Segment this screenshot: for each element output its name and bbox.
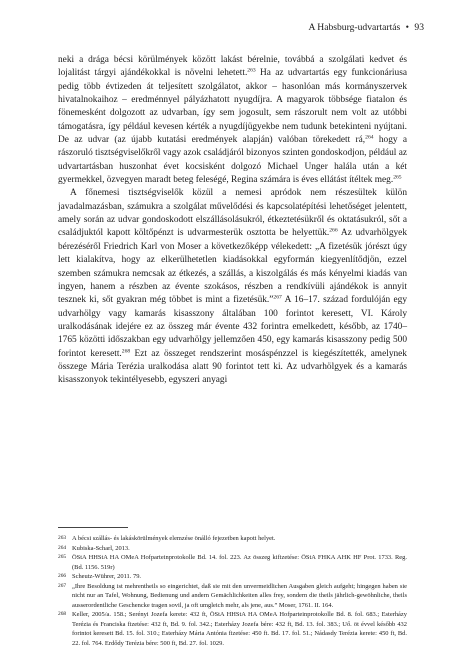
paragraph [58, 187, 407, 387]
footnote-text: Keller, 2005/a. 158.; Serényi Jozefa kerete: 432 ft, ÖStA HHStA HA OMeA Hofparteinprotokolle Bd. 8. fol. 683.; Esterházy Terézia és Franciska fizetése: 432 ft, Bd. 9. fol. 342.; Esterházy Jozefa bére: 432 ft, Bd. 13. fol. 383.; Uő. öt évvel később 432 forintot keresett Bd. 15. fol. 310.; Esterházy Mária Antónia fizetése: 450 ft. Bd. 17. fol. 51.; Nádasdy Terézia kerete: 450 ft, Bd. 22. fol. 764. Erdődy Terézia bére: 500 ft, Bd. 27. fol. 1029. [72, 611, 407, 648]
text-segment: A főnemesi tisztségviselők közül a nemesi apródok nem részesültek külön javadalmazásban, számukra a szolgálat művelődési és kapcsolatépítési lehetőséget jelentett, amely során az udvar gondoskodott elszállásolásukról, étkeztetésükről és oktatásukról, sőt a családjuktól kapott költőpénzt is udvarmesterük osztotta be helyettük. [58, 188, 407, 239]
footnote-text: Scheutz-Wührer, 2011. 79. [72, 573, 142, 581]
text-segment: neki a drága bécsi körülmények között lakást bérelnie, továbbá a szolgálati kedvet és lojalitást tárgyi ajándékokkal is növelni lehetett. [58, 55, 407, 79]
footnote [58, 572, 407, 582]
footnote [58, 544, 407, 554]
text-segment: Ha az udvartartás egy funkcionáriusa pedig több évtizeden át teljesített szolgálatot, akkor – hasonlóan más kormányszervek hivatalnokaihoz – eredménnyel pályázhatott nyugdíjra. A magyarok többsége fiatalon és fönemesként dolgozott az udvarban, így sem jogosult, sem rászorult nem volt az utóbbi támogatásra, így például kevesen kérték a nyugdíjügyekbe nem tudunk betekinteni nyújtani. De az udvar (az újabb kutatási eredmények alapján) valóban törekedett rá, [58, 68, 407, 146]
header-separator: • [405, 22, 409, 33]
footnote-text: ÖStA HHStA HA OMeA Hofparteinprotokolle Bd. 14. fol. 223. Az összeg kifizetése: ÖStA FHKA AHK HF Prot. 1733. Reg. (Bd. 1156. 519r) [72, 554, 407, 571]
footnote-reference: 268 [121, 348, 131, 355]
footnote-text: „Ihre Besoldung ist mehrentheils so eingerichtet, daß sie mit den unvermeidlichen Ausgaben gleich aufgeht; hingegen haben sie nicht nur an Tafel, Wohnung, Bedienung und andern Gemächlichkeiten alles frey, sondern die theils jährlich-gewöhnliche, theils ausserordentliche Geschencke tragen sovil, ja oft umgleich mehr, als jene, aus.” Moser, 1761. II. 164. [72, 582, 407, 609]
paragraph [58, 54, 407, 187]
footnote-text: A bécsi szállás- és lakáskörülmények elemzése önálló fejezetben kapott helyet. [72, 535, 276, 542]
footnotes [58, 534, 407, 649]
footnote-reference: 263 [247, 67, 256, 74]
footnote [58, 610, 407, 648]
text-segment: hogy a rászoruló tisztségviselőkről vagy azok családjáról bizonyos szinten gondoskodjon, például az udvartartásban huszonhat évet kocsisként dolgozó Michael Unger halála után a két gyermekkel, özvegyen maradt beteg feleségé, Regina számára is éves ellátást ítéltek meg. [58, 135, 407, 186]
footnote-text: Kubiska-Scharl, 2013. [72, 544, 130, 552]
running-head [308, 22, 424, 33]
footnote-number: 266 [58, 573, 67, 580]
footnote-number: 265 [58, 554, 67, 561]
footnote-reference: 267 [273, 294, 282, 301]
text-segment: A 16–17. század fordulóján egy udvarhölgy vagy kamarás kisasszony általában 100 forintot keresett, VI. Károly uralkodásának idejére ez az összeg már évente 432 forintra emelkedett, később, az 1740–1765 közötti időszakban egy udvarhölgy jellemzően 450, egy kamarás kisasszony pedig 500 forintot keresett. [58, 295, 407, 359]
footnote-reference: 264 [365, 134, 374, 141]
footnote [58, 582, 407, 611]
page-number: 93 [414, 22, 424, 33]
footnote-number: 263 [58, 535, 67, 541]
text-segment: Ezt az összeget rendszerint mosáspénzzel is kiegészítették, amelynek összege Mária Terézia uralkodása alatt 90 forintot tett ki. Az udvarhölgyek és a kamarás kisasszonyok tekintélyesebb, egyszeri anyagi [58, 348, 407, 386]
footnote-number: 267 [58, 582, 67, 589]
footnote-divider [58, 527, 128, 528]
running-title: A Habsburg-udvartartás [308, 22, 401, 33]
footnote-number: 264 [58, 544, 67, 551]
footnote [58, 534, 407, 544]
text-segment: Az udvarhölgyek bérezéséről Friedrich Karl von Moser a következőképp vélekedett: „A fizetésük jórészt úgy lett kialakítva, hogy az elkerülhetetlen kiadásokkal egyformán kiegyenlítődjön, ezzel szemben számukra nemcsak az étkezés, a szállás, a kiszolgálás és más kényelmi kiadás van ingyen, hanem a részben az évente szokásos, részben a rendkívüli ajándékok is annyit tesznek ki, sőt gyakran még többet is mint a fizetésük.” [58, 228, 407, 306]
footnote-reference: 265 [393, 174, 402, 181]
main-text [58, 54, 407, 388]
footnote-reference: 266 [329, 227, 338, 234]
footnote [58, 553, 407, 572]
footnote-number: 268 [58, 611, 67, 618]
